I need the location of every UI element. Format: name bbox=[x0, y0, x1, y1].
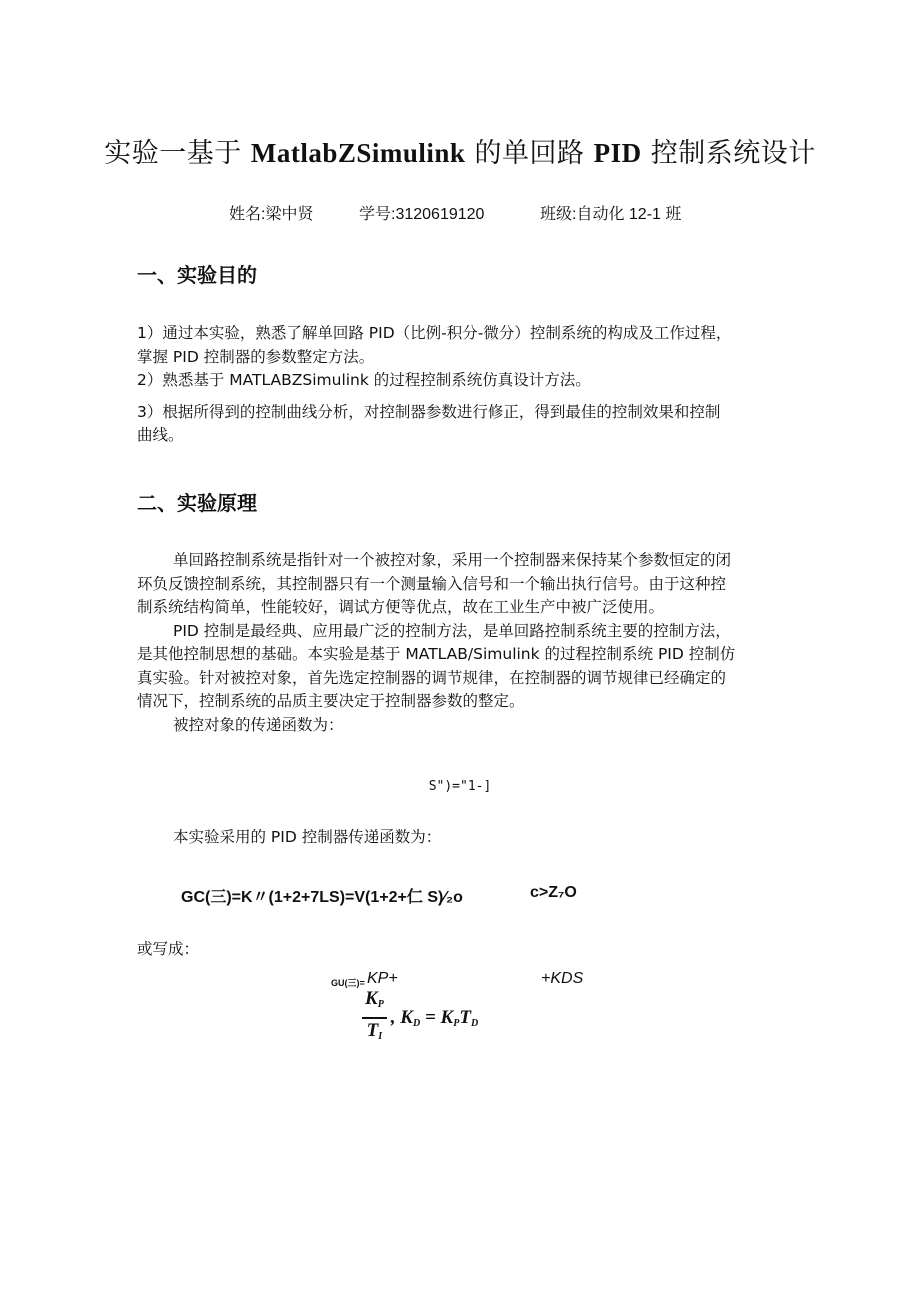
kd-relation bbox=[391, 1007, 478, 1029]
ki-fraction bbox=[362, 988, 387, 1048]
purpose-item-1-line-1: 1）通过本实验，熟悉了解单回路 PID（比例-积分-微分）控制系统的构成及工作过程， bbox=[137, 324, 732, 342]
alt-form-intro bbox=[137, 938, 787, 962]
purpose-list bbox=[137, 322, 787, 448]
rest-eq: = K bbox=[420, 1007, 454, 1028]
rest-kd: , K bbox=[390, 1007, 413, 1028]
document-title bbox=[0, 131, 920, 170]
purpose-item-1-line-2: 掌握 PID 控制器的参数整定方法。 bbox=[137, 347, 375, 366]
alt-form-intro-text: 或写成： bbox=[137, 940, 200, 958]
title-part-3: 的单回路 bbox=[465, 138, 594, 169]
plant-transfer-function: S")="1-] bbox=[428, 779, 492, 794]
gu-label: GU(三)= bbox=[331, 978, 365, 988]
title-part-4: PID bbox=[593, 138, 642, 168]
frac-num-k: K bbox=[365, 988, 378, 1009]
rest-td-sub: D bbox=[470, 1018, 479, 1029]
rest-t: T bbox=[459, 1007, 471, 1028]
gu-kds-term: +KDS bbox=[541, 970, 584, 987]
fraction-numerator bbox=[362, 988, 387, 1016]
purpose-item-3-line-2: 曲线。 bbox=[137, 426, 184, 444]
rest-kd-sub: D bbox=[412, 1018, 421, 1029]
gu-kp-term: KP+ bbox=[367, 970, 398, 987]
title-part-2: MatlabZSimulink bbox=[250, 138, 466, 168]
purpose-item-3-line-1: 3）根据所得到的控制曲线分析，对控制器参数进行修正，得到最佳的控制效果和控制 bbox=[137, 402, 721, 421]
gain-relation-formula bbox=[362, 988, 478, 1048]
principle-p1-line-2: 环负反馈控制系统，其控制器只有一个测量输入信号和一个输出执行信号。由于这种控 bbox=[137, 574, 727, 593]
pid-transfer-function: GC(三)=K〃(1+2+7LS)=V(1+2+仁 S)⁄₂o bbox=[181, 889, 463, 906]
principle-p2-line-1: PID 控制是最经典、应用最广泛的控制方法，是单回路控制系统主要的控制方法， bbox=[173, 621, 731, 640]
frac-num-sub: P bbox=[377, 999, 384, 1010]
principle-p1-line-3: 制系统结构简单，性能较好，调试方便等优点，故在工业生产中被广泛使用。 bbox=[137, 598, 665, 616]
student-id: 学号:3120619120 bbox=[359, 206, 485, 223]
section-heading-purpose: 一、实验目的 bbox=[137, 263, 257, 287]
fraction-bar bbox=[362, 1017, 387, 1019]
pid-intro-text: 本实验采用的 PID 控制器传递函数为： bbox=[173, 828, 442, 846]
principle-p2-line-3: 真实验。针对被控对象，首先选定控制器的调节规律，在控制器的调节规律已经确定的 bbox=[137, 668, 727, 687]
purpose-item-2: 2）熟悉基于 MATLABZSimulink 的过程控制系统仿真设计方法。 bbox=[137, 371, 591, 389]
principle-p2-line-4: 情况下，控制系统的品质主要决定于控制器参数的整定。 bbox=[137, 692, 525, 710]
pid-transfer-function-suffix: c>Z₇O bbox=[530, 884, 577, 901]
section-heading-principle: 二、实验原理 bbox=[137, 491, 257, 515]
rest-kp-sub: P bbox=[453, 1018, 460, 1029]
author-name: 姓名:梁中贤 bbox=[229, 206, 314, 223]
frac-den-t: T bbox=[366, 1020, 379, 1041]
title-part-1: 实验一基于 bbox=[104, 138, 251, 169]
principle-p3: 被控对象的传递函数为： bbox=[173, 715, 344, 734]
class-info: 班级:自动化 12-1 班 bbox=[540, 206, 682, 223]
pid-intro bbox=[137, 826, 787, 850]
principle-p2-line-2: 是其他控制思想的基础。本实验是基于 MATLAB/Simulink 的过程控制系统 PID 控制仿 bbox=[137, 645, 736, 663]
fraction-denominator bbox=[362, 1020, 387, 1048]
principle-paragraphs bbox=[137, 549, 787, 737]
principle-p1-line-1: 单回路控制系统是指针对一个被控对象，采用一个控制器来保持某个参数恒定的闭 bbox=[173, 551, 732, 569]
frac-den-sub: I bbox=[378, 1031, 383, 1042]
title-part-5: 控制系统设计 bbox=[641, 138, 816, 169]
